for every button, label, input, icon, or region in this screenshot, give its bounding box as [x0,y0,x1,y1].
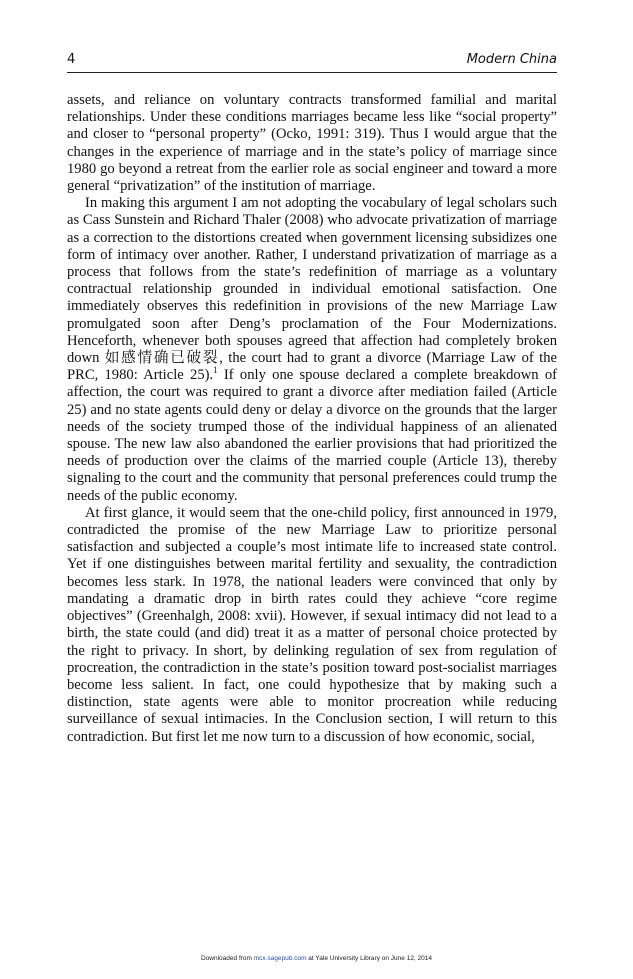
footer-prefix: Downloaded from [201,955,254,962]
paragraph-text: only one spouse declared a complete breakdown of affection, the court was required to grant a divorce after mediation failed (Article 25) and no state agents could deny or delay a divorce on the grounds that the larger needs of the society trumped those of the individual happiness of an alienated spouse. The new law also abandoned the earlier provisions that had prioritized the needs of production over the claims of the married couple (Article 13), thereby signaling to the court and the community that personal preferences could trump the needs of the public economy. [67,367,557,504]
footnote-marker[interactable]: 1 [213,365,218,376]
article-body [67,92,557,746]
footer-suffix: at Yale University Library on June 12, 2014 [306,955,432,962]
paragraph-text-if: If [223,367,234,384]
paragraph-one-child-policy: At first glance, it would seem that the one-child policy, first announced in 1979, contradicted the promise of the new Marriage Law to prioritize personal satisfaction and subjected a couple’s most intimate life to increased state control. Yet if one distinguishes between marital fertility and sexuality, the contradiction becomes less stark. In 1978, the national leaders were convinced that only by mandating a dramatic drop in birth rates could they achieve “core regime objectives” (Greenhalgh, 2008: xvii). However, if sexual intimacy did not lead to a birth, the state could (and did) treat it as a matter of personal choice protected by the right to privacy. In short, by delinking regulation of sex from regulation of procreation, the contradiction in the state’s position toward post-socialist marriages become less salient. In fact, one could hypothesize that by making such a distinction, state agents were able to monitor procreation while reducing surveillance of sexual intimacies. In the Conclusion section, I will return to this contradiction. But first let me now turn to a discussion of how economic, social, [67,504,557,745]
paragraph-privatization [67,195,557,505]
page-number: 4 [67,52,76,67]
journal-title: Modern China [466,52,557,67]
source-link[interactable]: mcx.sagepub.com [253,955,307,962]
paragraph-text: In making this argument I am not adopting the vocabulary of legal scholars such as Cass Sunstein and Richard Thaler (2008) who advocate privatization of marriage as a correction to the distortions created when government licensing subsidizes one form of intimacy over another. Rather, I understand privatization of marriage as a process that follows from the state’s redefinition of marriage as a voluntary contractual relationship grounded in individual emotional satisfaction. One immediately observes this redefinition in provisions of the new Marriage Law promulgated soon after Deng’s proclamation of the Four Modernizations. Henceforth, whenever both spouses agreed that affection had completely broken down 如感情确已破裂, the court had to grant a divorce (Marriage Law of the PRC, 1980: Article 25). [67,195,557,384]
download-footer [0,955,633,962]
running-header [67,50,557,73]
paragraph-continuation: assets, and reliance on voluntary contracts transformed familial and marital relationships. Under these conditions marriages became less like “social property” and closer to “personal property” (Ocko, 1991: 319). Thus I would argue that the changes in the experience of marriage and in the state’s policy of marriage since 1980 go beyond a retreat from the earlier role as social engineer and toward a more general “privatization” of the institution of marriage. [67,92,557,195]
